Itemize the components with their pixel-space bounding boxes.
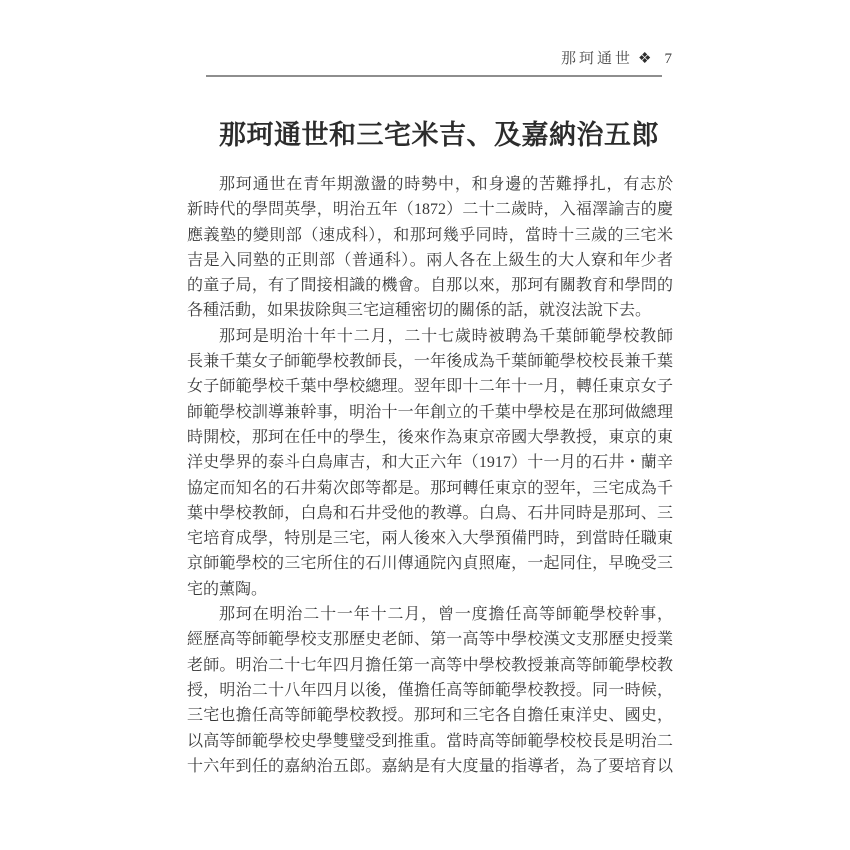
text-line: 葉中學校教師，白鳥和石井受他的教導。白鳥、石井同時是那珂、三 — [187, 504, 673, 522]
text-line: 經歷高等師範學校支那歷史老師、第一高等中學校漢文支那歷史授業 — [187, 631, 673, 649]
text-line: 長兼千葉女子師範學校教師長，一年後成為千葉師範學校校長兼千葉 — [187, 353, 673, 371]
section-title: 那珂通世和三宅米吉、及嘉納治五郎 — [219, 120, 659, 151]
text-line: 新時代的學問英學，明治五年（1872）二十二歲時，入福澤諭吉的慶 — [187, 201, 673, 219]
text-line: 時開校，那珂在任中的學生，後來作為東京帝國大學教授，東京的東 — [187, 428, 673, 446]
text-line: 應義塾的變則部（速成科），和那珂幾乎同時，當時十三歲的三宅米 — [187, 226, 673, 244]
text-line: 各種活動，如果拔除與三宅這種密切的關係的話，就沒法說下去。 — [187, 302, 652, 320]
text-line: 女子師範學校千葉中學校總理。翌年即十二年十一月，轉任東京女子 — [187, 378, 673, 396]
text-line: 宅培育成學，特別是三宅，兩人後來入大學預備門時，到當時任職東 — [187, 530, 673, 548]
running-header-title: 那珂通世 — [561, 51, 634, 67]
running-header — [561, 47, 672, 68]
text-line: 十六年到任的嘉納治五郎。嘉納是有大度量的指導者，為了要培育以 — [187, 757, 673, 775]
text-line: 以高等師範學校史學雙璧受到推重。當時高等師範學校校長是明治二 — [187, 732, 673, 750]
text-line: 師範學校訓導兼幹事，明治十一年創立的千葉中學校是在那珂做總理 — [187, 403, 673, 421]
body-text — [187, 172, 673, 779]
text-line: 吉是入同塾的正則部（普通科）。兩人各在上級生的大人寮和年少者 — [187, 251, 673, 269]
text-line: 三宅也擔任高等師範學校教授。那珂和三宅各自擔任東洋史、國史， — [187, 707, 673, 725]
page-number: 7 — [664, 51, 672, 67]
text-line: 老師。明治二十七年四月擔任第一高等中學校教授兼高等師範學校教 — [187, 656, 673, 674]
header-rule — [206, 75, 662, 77]
text-line: 那珂是明治十年十二月，二十七歲時被聘為千葉師範學校教師 — [219, 327, 673, 345]
text-line: 宅的薰陶。 — [187, 580, 268, 598]
text-line: 授，明治二十八年四月以後，僅擔任高等師範學校教授。同一時候， — [187, 681, 673, 699]
text-line: 那珂在明治二十一年十二月，曾一度擔任高等師範學校幹事， — [219, 606, 673, 624]
text-line: 那珂通世在青年期激盪的時勢中，和身邊的苦難掙扎，有志於 — [219, 176, 673, 193]
text-line: 的童子局，有了間接相識的機會。自那以來，那珂有關教育和學問的 — [187, 277, 673, 295]
text-line: 協定而知名的石井菊次郎等都是。那珂轉任東京的翌年，三宅成為千 — [187, 479, 673, 497]
ornament-icon: ❖ — [638, 51, 652, 67]
text-line: 京師範學校的三宅所住的石川傳通院內貞照庵，一起同住，早晚受三 — [187, 555, 673, 573]
text-line: 洋史學界的泰斗白鳥庫吉，和大正六年（1917）十一月的石井・蘭辛 — [187, 454, 673, 472]
